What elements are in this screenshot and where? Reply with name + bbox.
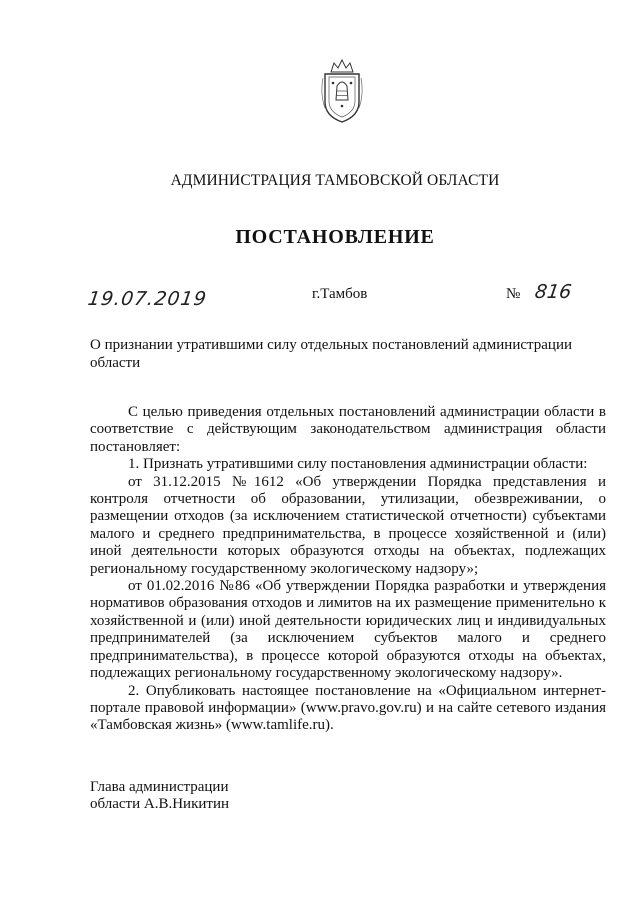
item-2-paragraph: 2. Опубликовать настоящее постановление на «Официальном интернет-портале правовой информации» (www.pravo.gov.ru) и на сайте сетевого издания «Тамбовская жизнь» (www.tamlife.ru). <box>90 682 606 734</box>
item-1-paragraph: 1. Признать утратившими силу постановления администрации области: <box>128 456 588 473</box>
sub-item-1-paragraph: от 31.12.2015 №1612 «Об утверждении Порядка представления и контроля отчетности об образовании, утилизации, обезвреживании, о размещении отходов (за исключением статистической отчетности) субъектами малого и среднего предпринимательства, в процессе хозяйственной и (или) иной деятельности которых образуются отходы на объектах, подлежащих региональному государственному экологическому надзору»; <box>90 473 606 577</box>
coat-of-arms-emblem <box>319 58 365 124</box>
number-sign: № <box>506 286 521 302</box>
organization-name: АДМИНИСТРАЦИЯ ТАМБОВСКОЙ ОБЛАСТИ <box>170 172 500 189</box>
preamble-paragraph: С целью приведения отдельных постановлений администрации области в соответствие с действующим законодательством администрация области постановляет: <box>90 404 606 455</box>
city: г.Тамбов <box>312 286 368 302</box>
document-body <box>90 404 606 735</box>
handwritten-date: 19.07.2019 <box>86 288 209 310</box>
handwritten-number: 816 <box>533 281 573 303</box>
sub-item-2-paragraph: от 01.02.2016 №86 «Об утверждении Порядка разработки и утверждения нормативов образования отходов и лимитов на их размещение применительно к хозяйственной и (или) иной деятельности юридических лиц и индивидуальных предпринимателей (за исключением субъектов малого и среднего предпринимательства), в процессе которой образуются отходы на объектах, подлежащих региональному государственному экологическому надзору». <box>90 578 606 682</box>
signature-name: области А.В.Никитин <box>90 795 230 812</box>
signature-block <box>90 779 229 812</box>
signature-position: Глава администрации <box>90 779 229 795</box>
document-type-title: ПОСТАНОВЛЕНИЕ <box>235 226 435 248</box>
document-subject: О признании утратившими силу отдельных постановлений администрации области <box>90 337 572 371</box>
